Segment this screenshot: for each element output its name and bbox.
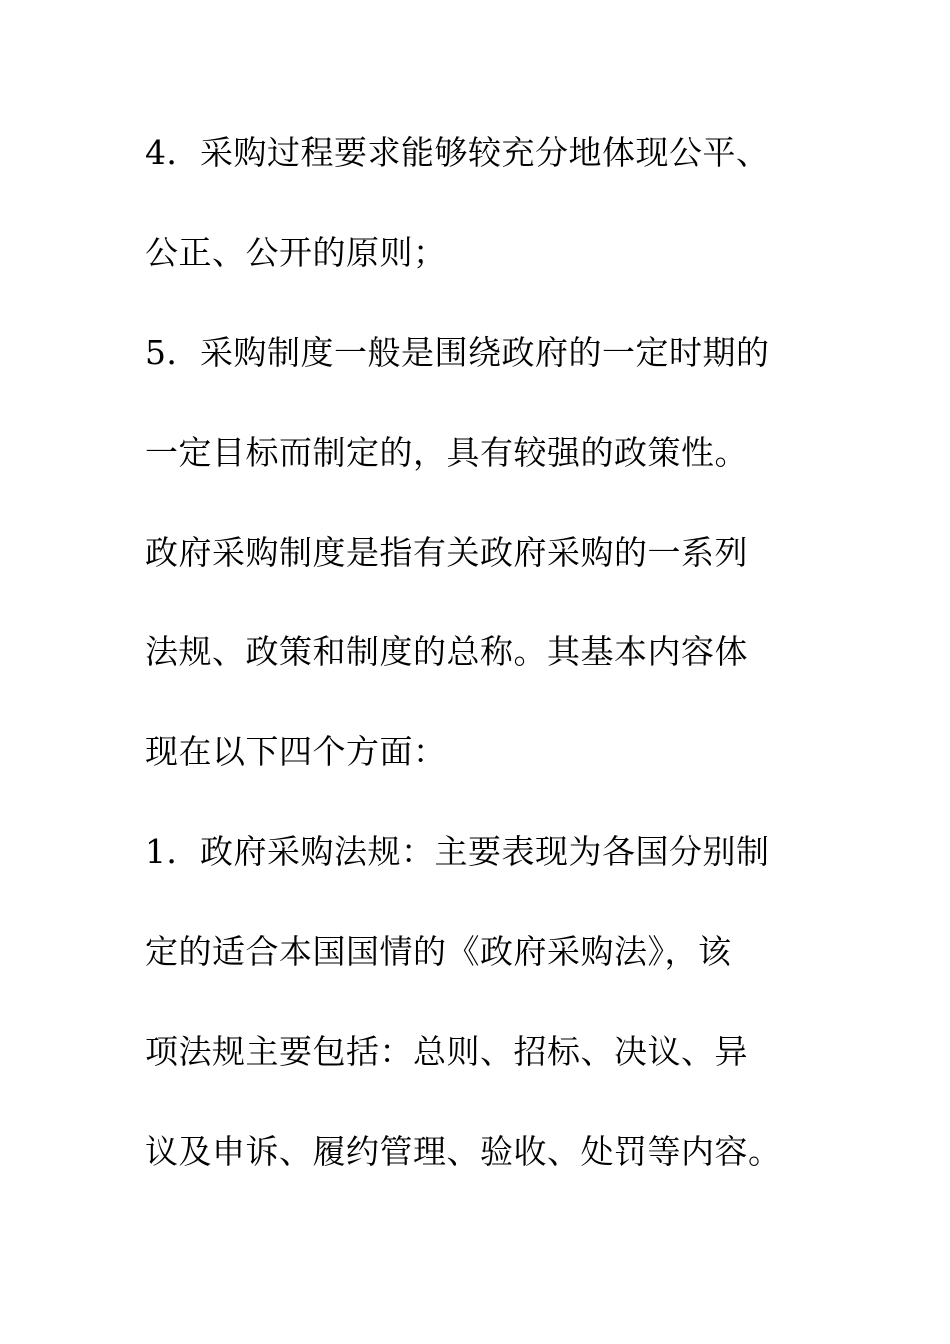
text-line-3: 5．采购制度一般是围绕政府的一定时期的 (145, 333, 770, 372)
text-line-6: 法规、政策和制度的总称。其基本内容体 (145, 632, 748, 671)
text-line-7: 现在以下四个方面： (145, 732, 447, 771)
text-line-4: 一定目标而制定的，具有较强的政策性。 (145, 433, 748, 472)
text-line-11: 议及申诉、履约管理、验收、处罚等内容。 (145, 1132, 782, 1171)
text-line-1: 4．采购过程要求能够较充分地体现公平、 (145, 133, 770, 172)
text-line-5: 政府采购制度是指有关政府采购的一系列 (145, 533, 748, 572)
text-line-9: 定的适合本国国情的《政府采购法》，该 (145, 932, 732, 971)
text-line-8: 1．政府采购法规：主要表现为各国分别制 (145, 832, 770, 871)
text-line-2: 公正、公开的原则； (145, 233, 447, 272)
text-line-10: 项法规主要包括：总则、招标、决议、异 (145, 1032, 748, 1071)
